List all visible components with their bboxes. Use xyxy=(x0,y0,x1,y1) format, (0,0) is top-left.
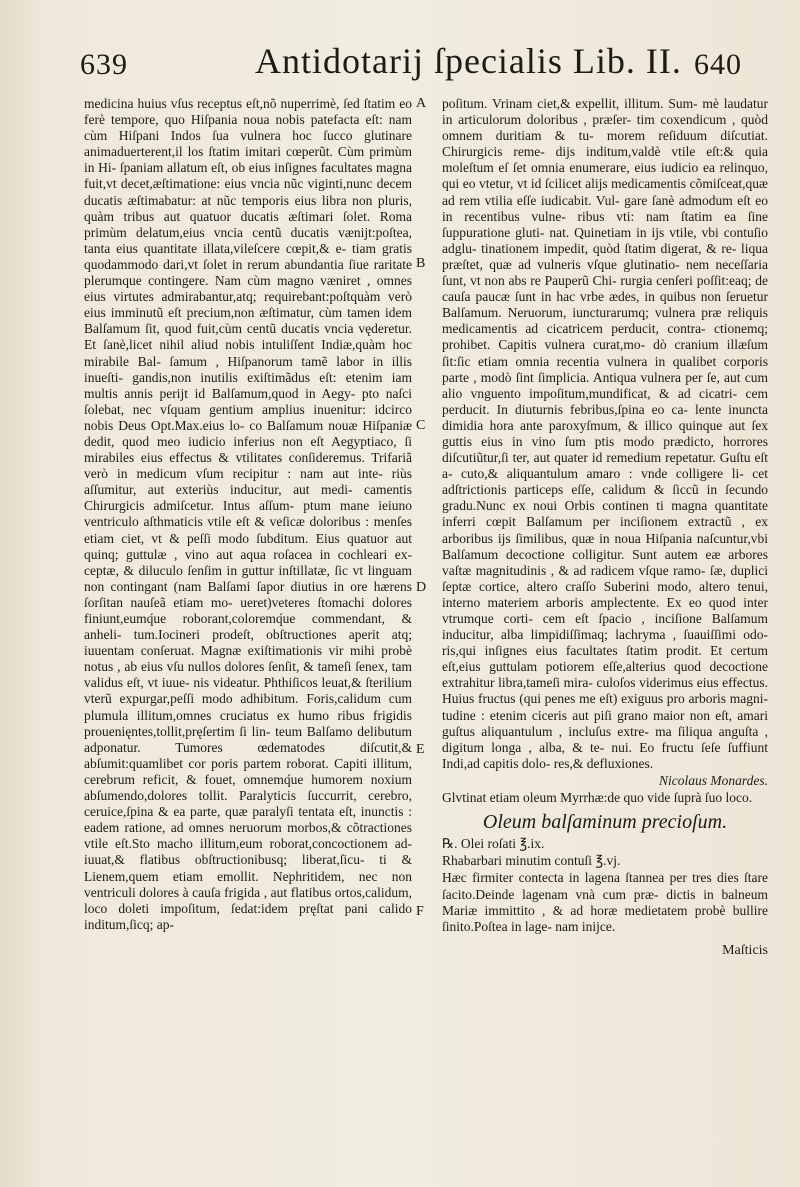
margin-letter-e: E xyxy=(416,742,425,757)
right-column xyxy=(442,96,768,959)
recipe-heading: Oleum balſaminum precioſum. xyxy=(482,811,728,834)
margin-letter-d: D xyxy=(416,580,427,595)
margin-letter-a: A xyxy=(416,96,427,111)
left-column-text: medicina huius vſus receptus eſt,nõ nuperrimè, ſed ſtatim eo ferè tempore, quo Hiſpania noua nobis patefacta eſt: nam cùm Hiſpani Indos ſua vulnera hoc ſucco glutinare animaduerterent,il los ſtatim imitari cœperũt. Cùm primùm in Hi- ſpaniam allatum eſt, ob eius inſignes facultates magna fuit,vt decet,æſtimatione: eius vncia nũc viginti,nunc decem ducatis æſtimabatur: at nũc temporis eius libra non pluris, quàm tribus aut quatuor ducatis æſtimari ſolet. Roma primùm delatum,eius vncia centũ ducatis vænijt:poſtea, tanta eius quantitate illata,vileſcere cœpit,& e- tiam gratis quodammodo dari,vt ſolet in rerum abundantia ſiue raritate plerumque contingere. Nam cùm magno væniret , omnes eius virtutes admirabantur,atq; requirebant:poſtquàm verò eius imminutũ eſt precium,non æſtimatur, cùm tamen idem Balſamum ſit, quod fuit,cùm centũ ducatis vncia vęderetur. Et ſanè,licet nihil aliud nobis intuliſſent Indiæ,quàm hoc mirabile Bal- ſamum , Hiſpanorum tamẽ labor in illis inueſti- gandis,non inutilis exiſtimãdus eſt: etenim iam multis annis perijt id Balſamum,quod in Aegy- pto naſci ſolebat, nec vſquam gentium amplius inuenitur: idcirco nobis Deus Opt.Max.eius lo- co Balſamum nouæ Hiſpaniæ dedit, quod meo iudicio inferius non eſt Aegyptiaco, ſi mirabiles eius effectus & vtilitates conſideremus. Trifariã verò in medicum vſum recipitur : nam aut inte- riùs aſſumitur, aut exteriùs inducitur, aut medi- camentis Chirurgicis admiſcetur. Intus aſſum- ptum mane ieiuno ventriculo aſthmaticis vtile eſt & veſicæ doloribus : menſes etiam ciet, vt & peſſi modo ſubditum. Eius quatuor aut quinq; guttulæ , vino aut aqua roſacea in cochleari ex- ceptæ, & diluculo ſenſim in guttur inſtillatæ, ſic vt linguam non contingant (nam Balſami ſapor diutius in ore hærens ſorſitan nauſeã etiam mo- ueret)veteres ſtomachi dolores finiunt,eumq́ue roborant,coloremq́ue commendant, & anheli- tum.Iocineri prodeſt, obſtructiones aperit atq; iuuentam conſeruat. Magnæ exiſtimationis vir mihi probè notus , ab eius vſu nullos dolores ſenſit, & tameſi ſenex, tam validus eſt, vt iuue- nis videatur. Phthiſicos leuat,& ſterilium vterũ expurgar,peſſi modo adhibitum. Foris,calidum cum plumula illitum,omnes cruciatus ex humo ribus frigidis prouenięntes,tollit,pręſertim ſi lin- teum Balſamo delibutum adponatur. Tumores œdematodes diſcutit,& abſumit:quamlibet cor poris partem roborat. Capiti illitum, cerebrum reficit, & fouet, omnemq́ue humorem noxium abſumendo,dolores tollit. Paralyticis ſuccurrit, cerebro, ceruice,ſpina & ea parte, quæ paralyſi tentata eſt, inunctis : eadem ratione, ad omnes neruorum morbos,& cõtractiones vtile eſt.Sto macho illitum,eum roborat,concoctionem ad- iuuat,& flatibus obſtructionibusq; liberat,ſicu- ti & Lienem,quem etiam emollit. Nephritidem, nec non ventriculi dolores à cauſa frigida , aut flatibus ortos,calidum, loco doleti impoſitum, ſedat:idem pręſtat pani calido inditum,ſicq; ap- xyxy=(84,96,412,932)
page-number-left: 639 xyxy=(80,48,128,81)
page-header xyxy=(80,38,760,94)
left-column xyxy=(84,96,412,933)
margin-letter-b: B xyxy=(416,256,426,271)
catchword: Maſticis xyxy=(722,942,768,958)
page-number-right: 640 xyxy=(694,48,742,81)
attribution: Nicolaus Monardes. xyxy=(659,772,768,788)
margin-letter-c: C xyxy=(416,418,426,433)
recipe-instructions: Hæc firmiter contecta in lagena ſtannea per tres dies ſtare ſacito.Deinde lagenam vnà cum præ- dictis in balneum Mariæ immittito , & ad horæ medietatem probè bullire ſinito.Poſtea in lage- nam inijce. xyxy=(442,870,768,934)
recipe-line-1: ℞. Olei roſati ℥.ix. xyxy=(442,836,545,852)
cross-reference: Glvtinat etiam oleum Myrrhæ:de quo vide ſuprà ſuo loco. xyxy=(442,790,753,806)
right-column-text: poſitum. Vrinam ciet,& expellit, illitum. Sum- mè laudatur in articulorum doloribus , præſer- tim coxendicum , quòd omnem duritiam & tu- morem reſiduum diſcutiat. Chirurgicis reme- dijs inditum,valdè vtile eſt:& quia moleſtum eſ ſet omnia enumerare, eius iudicio ea relinquo, qui eo vtetur, vt id ſcilicet alijs medicamentis cõmiſceat,quæ ad rem vtilia eſſe iudicabit. Vul- gare ſanè admodum eſt eo in recentibus vulne- ribus vti: nam ſtatim ea ſine ſuppuratione gluti- nat. Quinetiam in ijs vtile, vbi contuſio adglu- tinationem impedit, quòd ſtatim digerat, & re- liqua præſtet, quæ ad vulneris vſque glutinatio- nem neceſſaria ſunt, vt non abs re Pauperũ Chi- rurgia cenſeri poſſit:eaq; de cauſa paucæ ſunt in hac vrbe ædes, in quibus non ſeruetur Balſamum. Neruorum, iuncturarumq; vulnera præ reliquis medicamentis ad cicatricem perducit, contra- ctionemq; prohibet. Capitis vulnera curat,mo- dò cranium illæſum ſit:ſic etiam omnia recentia vulnera in qualibet corporis parte , modò ſint ſimplicia. Antiqua vulnera per ſe, aut cum alio vnguento impoſitum,mundificat, & ad cicatri- cem perducit. In diuturnis febribus,ſpina eo ca- lente inuncta dimidia hora ante paroxyſmum, & illico quinque aut ſex guttis eius in vino ſum ptis modo prædicto, horrores diſcutiũtur,ſi ter, aut quater id remedium repetatur. Guſtu eſt a- cuto,& aliquantulum amaro : vnde colligere li- cet adſtrictionis particeps eſſe, calidum & ſiccũ in ſecundo gradu.Nunc ex noui Orbis continen ti magna quantitate inferri cœpit Balſamum per inciſionem extractũ , ex arboribus ijs ſimilibus, quæ in noua Hiſpania naſcuntur,vbi Balſamum decoctione colligitur. Sunt autem eæ arbores vaſtæ magnitudinis , & ad radicem vſque ramo- ſæ, duplici ſeptæ cortice, altero craſſo Suberini modo, altero tenui, interno materiem arboris amplectente. Ex eo quod inter vtrumque corti- cem eſt ſpacio , inciſione Balſamum inducitur, alba limpidiſſimaq; lachryma , ſuauiſſimi odo- ris,qui inſignes eius facultates ſtatim prodit. Et certum eſt,eius guttulam potiorem eſſe,alterius quod decoctione extrahitur libra,tameſi mira- culoſos viderimus eius effectus. Huius fructus (qui penes me eſt) exiguus pro arboris magni- tudine : etenim ciceris aut piſi grano maior non eſt, amari guſtus aliquantulum , incluſus extre- ma ſiliqua anguſta , digitum longa , alba, & te- nui. Eo fructu ſeſe ſuffiunt Indi,ad capitis dolo- res,& defluxiones. xyxy=(442,96,768,771)
margin-letter-f: F xyxy=(416,904,424,919)
recipe-line-2: Rhabarbari minutim contuſi ℥.vj. xyxy=(442,853,621,869)
running-head: Antidotarij ſpecialis Lib. II. xyxy=(255,41,682,81)
